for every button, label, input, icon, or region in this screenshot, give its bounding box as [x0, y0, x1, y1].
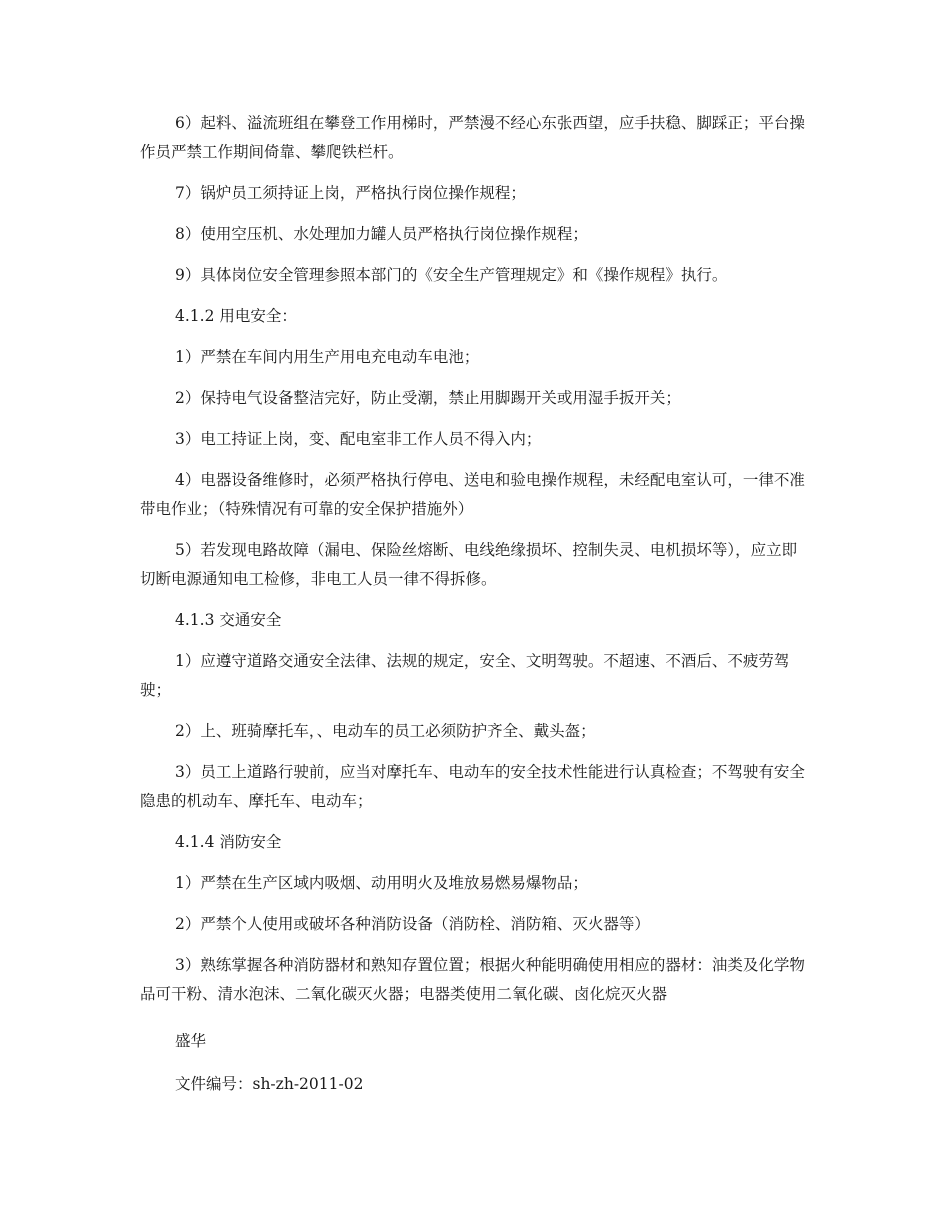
paragraph-electrical-3: 3）电工持证上岗，变、配电室非工作人员不得入内； — [175, 430, 542, 448]
paragraph-ladder-safety: 6）起料、溢流班组在攀登工作用梯时，严禁漫不经心东张西望，应手扶稳、脚踩正；平台操作员严禁工作期间倚靠、攀爬铁栏杆。 — [140, 114, 805, 161]
paragraph-post-safety: 9）具体岗位安全管理参照本部门的《安全生产管理规定》和《操作规程》执行。 — [175, 266, 728, 284]
paragraph-boiler-staff: 7）锅炉员工须持证上岗，严格执行岗位操作规程； — [175, 184, 526, 202]
paragraph-air-compressor: 8）使用空压机、水处理加力罐人员严格执行岗位操作规程； — [175, 225, 588, 243]
paragraph-electrical-2: 2）保持电气设备整洁完好，防止受潮，禁止用脚踢开关或用湿手扳开关； — [175, 389, 681, 407]
file-number: 文件编号：sh-zh-2011-02 — [175, 1075, 364, 1093]
section-heading-traffic-safety: 4.1.3 交通安全 — [175, 611, 282, 629]
paragraph-traffic-2: 2）上、班骑摩托车，、电动车的员工必须防护齐全、戴头盔； — [175, 722, 596, 740]
paragraph-traffic-3: 3）员工上道路行驶前，应当对摩托车、电动车的安全技术性能进行认真检查；不驾驶有安全隐患的机动车、摩托车、电动车； — [140, 763, 805, 810]
paragraph-electrical-5: 5）若发现电路故障（漏电、保险丝熔断、电线绝缘损坏、控制失灵、电机损坏等），应立即切断电源通知电工检修，非电工人员一律不得拆修。 — [140, 541, 798, 588]
document-body — [140, 109, 805, 1113]
paragraph-electrical-1: 1）严禁在车间内用生产用电充电动车电池； — [175, 348, 480, 366]
paragraph-fire-1: 1）严禁在生产区域内吸烟、动用明火及堆放易燃易爆物品； — [175, 874, 588, 892]
paragraph-fire-2: 2）严禁个人使用或破坏各种消防设备（消防栓、消防箱、灭火器等） — [175, 915, 650, 933]
paragraph-electrical-4: 4）电器设备维修时，必须严格执行停电、送电和验电操作规程，未经配电室认可，一律不准带电作业；（特殊情况有可靠的安全保护措施外） — [140, 471, 805, 518]
paragraph-traffic-1: 1）应遵守道路交通安全法律、法规的规定，安全、文明驾驶。不超速、不酒后、不疲劳驾驶； — [140, 652, 790, 699]
section-heading-electrical-safety: 4.1.2 用电安全： — [175, 307, 297, 325]
section-heading-fire-safety: 4.1.4 消防安全 — [175, 833, 282, 851]
company-name: 盛华 — [175, 1032, 207, 1050]
paragraph-fire-3: 3）熟练掌握各种消防器材和熟知存置位置；根据火种能明确使用相应的器材：油类及化学物品可干粉、清水泡沫、二氧化碳灭火器；电器类使用二氧化碳、卤化烷灭火器 — [140, 956, 805, 1003]
